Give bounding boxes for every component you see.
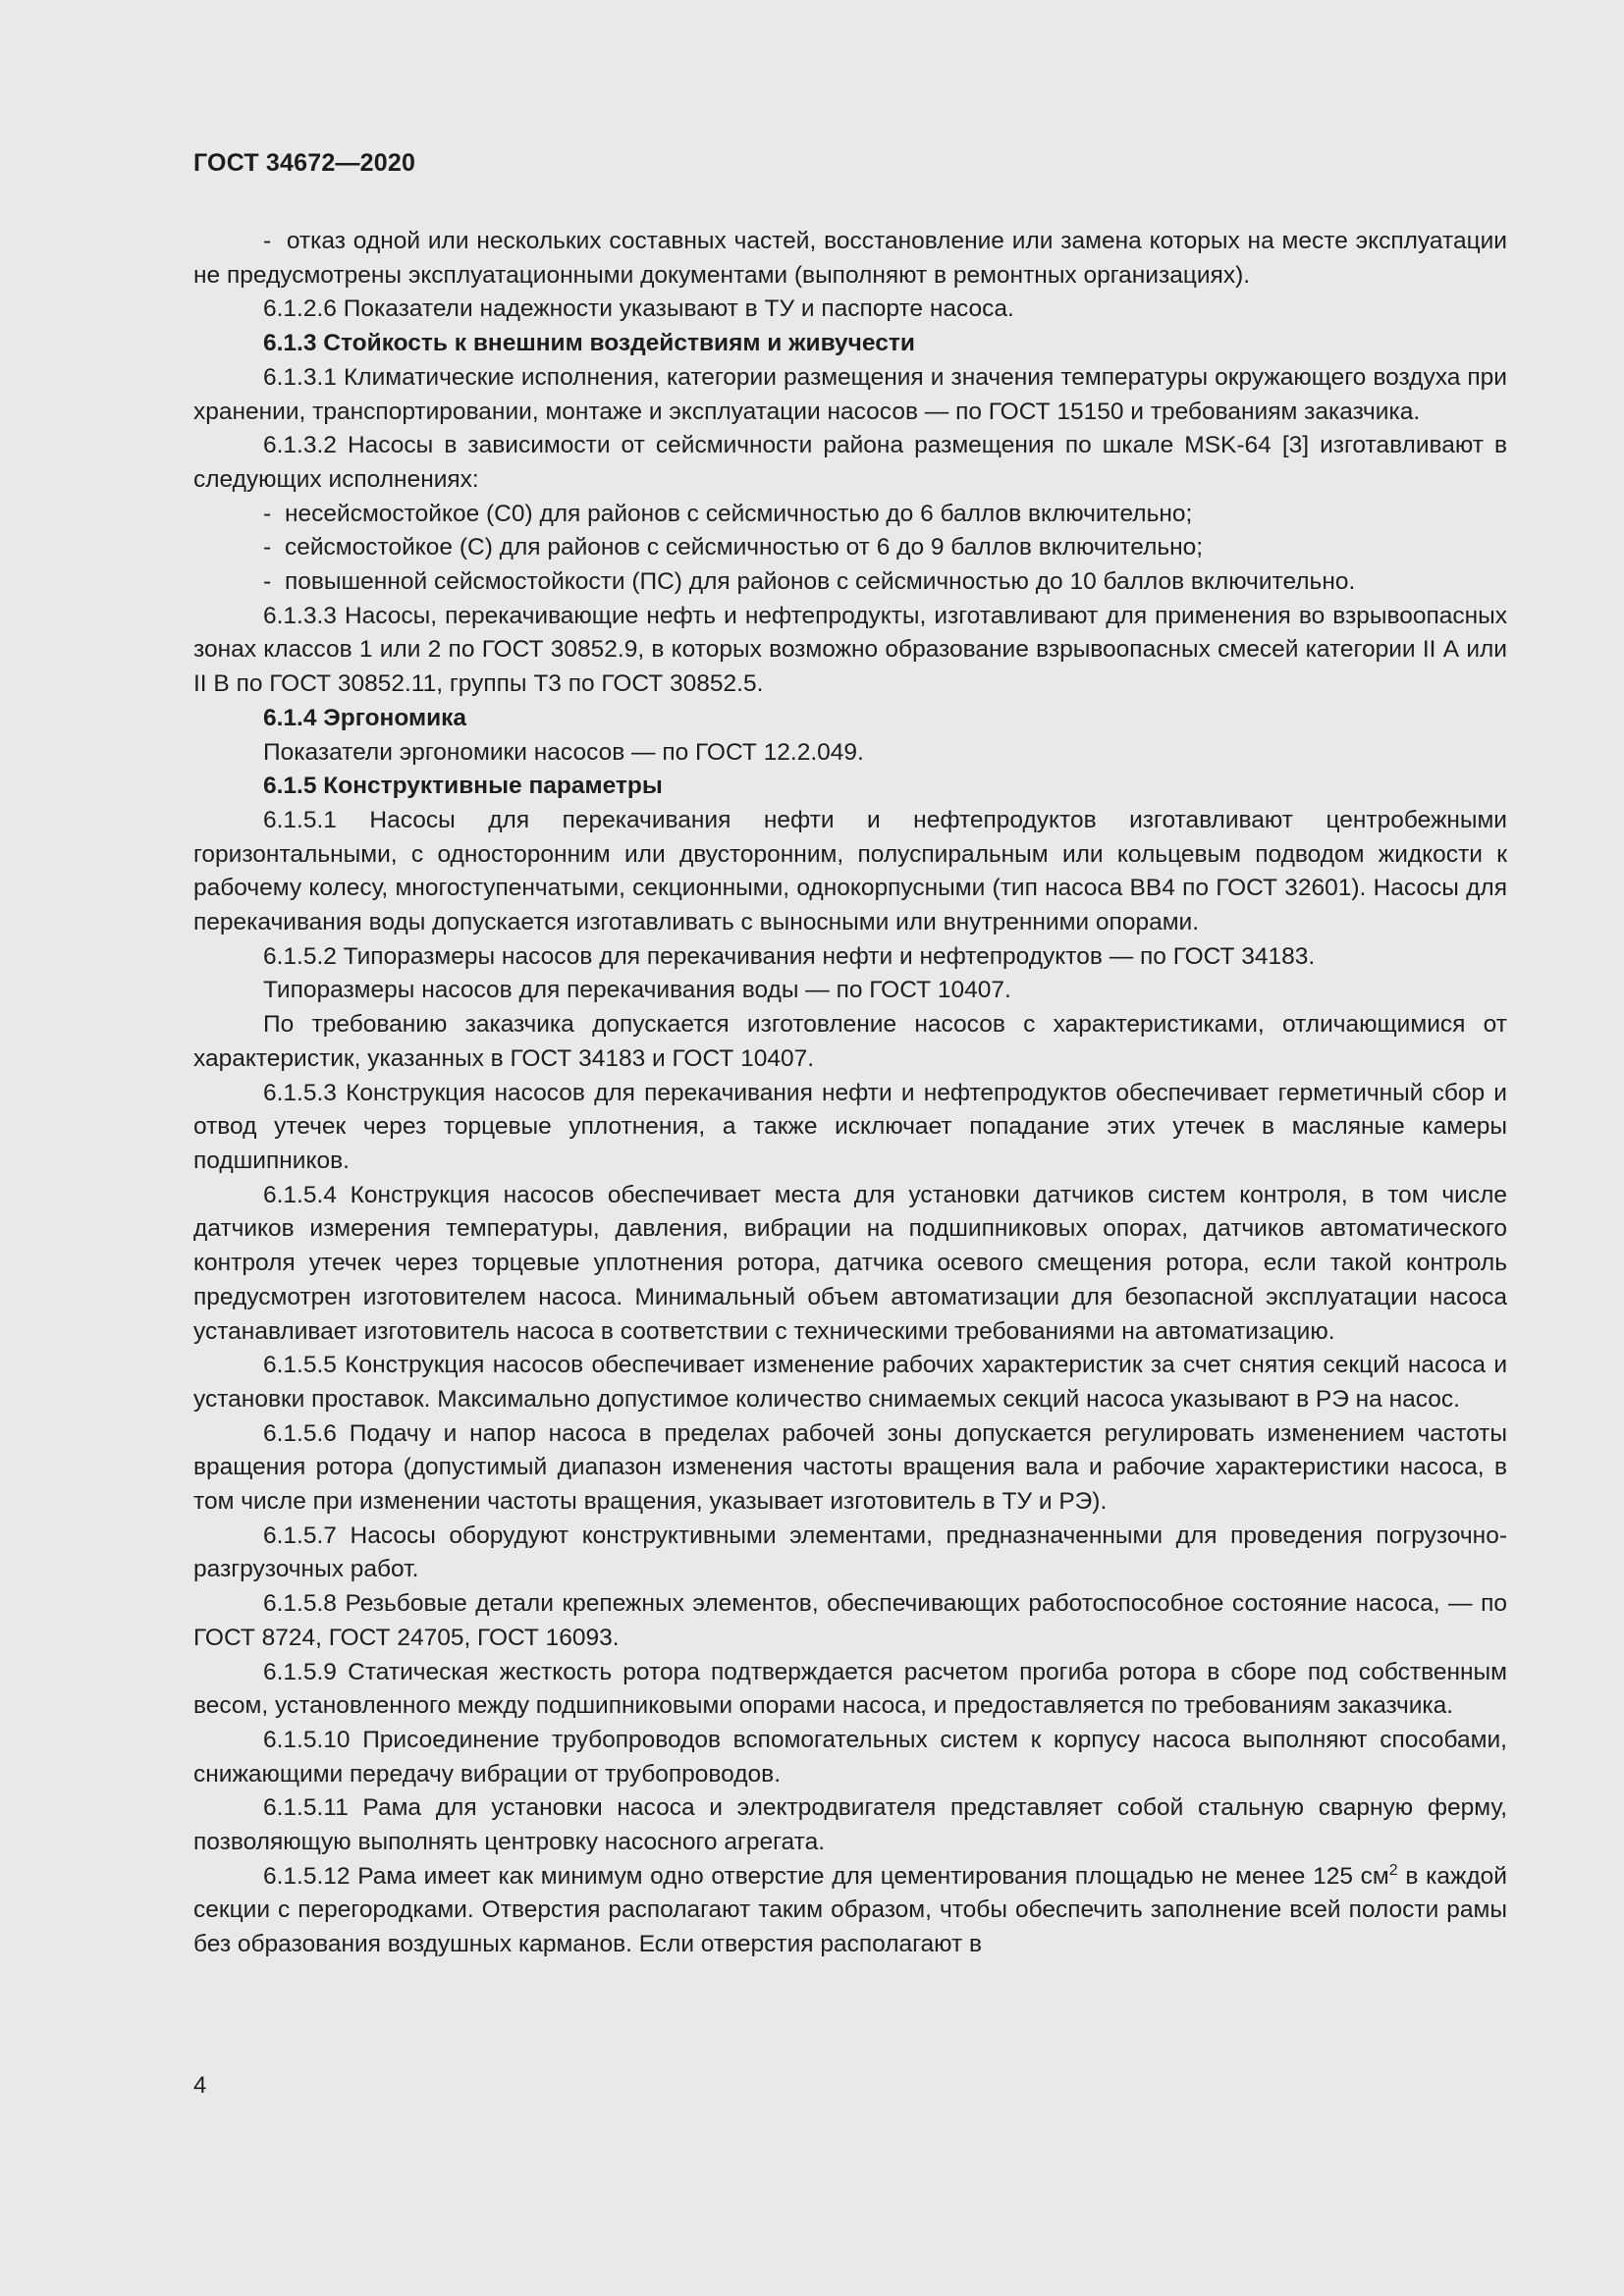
list-item: - сейсмостойкое (С) для районов с сейсмичностью от 6 до 9 баллов включительно; xyxy=(193,531,1507,565)
paragraph-6-1-3-2: 6.1.3.2 Насосы в зависимости от сейсмичности района размещения по шкале MSK-64 [3] изготавливают в следующих исполнениях: xyxy=(193,432,1507,493)
section-heading-6-1-4: 6.1.4 Эргономика xyxy=(263,704,467,731)
list-dash: - xyxy=(263,534,272,561)
paragraph-6-1-5-12: 6.1.5.12 Рама имеет как минимум одно отверстие для цементирования площадью не менее 125 $см^2$ в каждой секции с перегородками. Отверстия располагают таким образом, чтобы обеспечить заполнение всей полости рамы без образования воздушных карманов. Если отверстия располагают в xyxy=(193,1861,1507,1958)
paragraph-ergonomics: Показатели эргономики насосов — по ГОСТ 12.2.049. xyxy=(263,738,864,766)
paragraph-6-1-5-6: 6.1.5.6 Подачу и напор насоса в пределах рабочей зоны допускается регулировать изменением частоты вращения ротора (допустимый диапазон изменения частоты вращения вала и рабочие характеристики насоса, в том числе при изменении частоты вращения, указывает изготовитель в ТУ и РЭ). xyxy=(193,1419,1507,1516)
list-dash: - xyxy=(263,568,272,596)
list-dash: - xyxy=(263,500,272,527)
superscript-2: 2 xyxy=(1388,1861,1398,1879)
paragraph-6-1-3-1: 6.1.3.1 Климатические исполнения, категории размещения и значения температуры окружающего воздуха при хранении, транспортировании, монтаже и эксплуатации насосов — по ГОСТ 15150 и требованиям заказчика. xyxy=(193,363,1507,425)
paragraph-6-1-5-10: 6.1.5.10 Присоединение трубопроводов вспомогательных систем к корпусу насоса выполняют способами, снижающими передачу вибрации от трубопроводов. xyxy=(193,1726,1507,1788)
paragraph-6-1-5-5: 6.1.5.5 Конструкция насосов обеспечивает изменение рабочих характеристик за счет снятия секций насоса и установки проставок. Максимально допустимое количество снимаемых секций насоса указывают в РЭ на насос. xyxy=(193,1352,1507,1413)
paragraph-6-1-5-4: 6.1.5.4 Конструкция насосов обеспечивает места для установки датчиков систем контроля, в том числе датчиков измерения температуры, давления, вибрации на подшипниковых опорах, датчиков автоматического контроля утечек через торцевые уплотнения ротора, датчика осевого смещения ротора, если такой контроль предусмотрен изготовителем насоса. Минимальный объем автоматизации для безопасной эксплуатации насоса устанавливает изготовитель насоса в соответствии с техническими требованиями на автоматизацию. xyxy=(193,1181,1507,1345)
paragraph-6-1-5-2: 6.1.5.2 Типоразмеры насосов для перекачивания нефти и нефтепродуктов — по ГОСТ 34183. xyxy=(263,942,1316,970)
list-item: - повышенной сейсмостойкости (ПС) для районов с сейсмичностью до 10 баллов включительно. xyxy=(193,565,1507,600)
paragraph-6-1-5-3: 6.1.5.3 Конструкция насосов для перекачивания нефти и нефтепродуктов обеспечивает герметичный сбор и отвод утечек через торцевые уплотнения, а также исключает попадание этих утечек в масляные камеры подшипников. xyxy=(193,1079,1507,1174)
paragraph-6-1-5-8: 6.1.5.8 Резьбовые детали крепежных элементов, обеспечивающих работоспособное состояние насоса, — по ГОСТ 8724, ГОСТ 24705, ГОСТ 16093. xyxy=(193,1590,1507,1651)
paragraph-6-1-3-3: 6.1.3.3 Насосы, перекачивающие нефть и нефтепродукты, изготавливают для применения во взрывоопасных зонах классов 1 или 2 по ГОСТ 30852.9, в которых возможно образование взрывоопасных смесей категории II А или II В по ГОСТ 30852.11, группы Т3 по ГОСТ 30852.5. xyxy=(193,602,1507,698)
paragraph-fail-criterion: - отказ одной или нескольких составных частей, восстановление или замена которых на месте эксплуатации не предусмотрены эксплуатационными документами (выполняют в ремонтных организациях). xyxy=(193,228,1507,289)
document-body xyxy=(193,225,1507,1962)
paragraph-water-pump-sizes: Типоразмеры насосов для перекачивания воды — по ГОСТ 10407. xyxy=(263,977,1011,1004)
section-heading-6-1-5: 6.1.5 Конструктивные параметры xyxy=(263,773,663,800)
paragraph-6-1-5-7: 6.1.5.7 Насосы оборудуют конструктивными элементами, предназначенными для проведения погрузочно-разгрузочных работ. xyxy=(193,1522,1507,1583)
page-number: 4 xyxy=(193,2072,207,2099)
paragraph-6-1-5-9: 6.1.5.9 Статическая жесткость ротора подтверждается расчетом прогиба ротора в сборе под собственным весом, установленного между подшипниковыми опорами насоса, и предоставляется по требованиям заказчика. xyxy=(193,1658,1507,1720)
document-header: ГОСТ 34672—2020 xyxy=(193,149,416,177)
paragraph-6-1-5-1: 6.1.5.1 Насосы для перекачивания нефти и нефтепродуктов изготавливают центробежными горизонтальными, с односторонним или двусторонним, полуспиральным или кольцевым подводом жидкости к рабочему колесу, многоступенчатыми, секционными, однокорпусными (тип насоса ВВ4 по ГОСТ 32601). Насосы для перекачивания воды допускается изготавливать с выносными или внутренними опорами. xyxy=(193,806,1507,936)
list-item: - несейсмостойкое (С0) для районов с сейсмичностью до 6 баллов включительно; xyxy=(193,498,1507,532)
paragraph-customer-request: По требованию заказчика допускается изготовление насосов с характеристиками, отличающимися от характеристик, указанных в ГОСТ 34183 и ГОСТ 10407. xyxy=(193,1011,1507,1072)
section-heading-6-1-3: 6.1.3 Стойкость к внешним воздействиям и живучести xyxy=(263,330,915,357)
paragraph-6-1-2-6: 6.1.2.6 Показатели надежности указывают в ТУ и паспорте насоса. xyxy=(263,295,1014,323)
list-dash: - xyxy=(263,228,287,254)
paragraph-6-1-5-11: 6.1.5.11 Рама для установки насоса и электродвигателя представляет собой стальную сварную ферму, позволяющую выполнять центровку насосного агрегата. xyxy=(193,1794,1507,1856)
